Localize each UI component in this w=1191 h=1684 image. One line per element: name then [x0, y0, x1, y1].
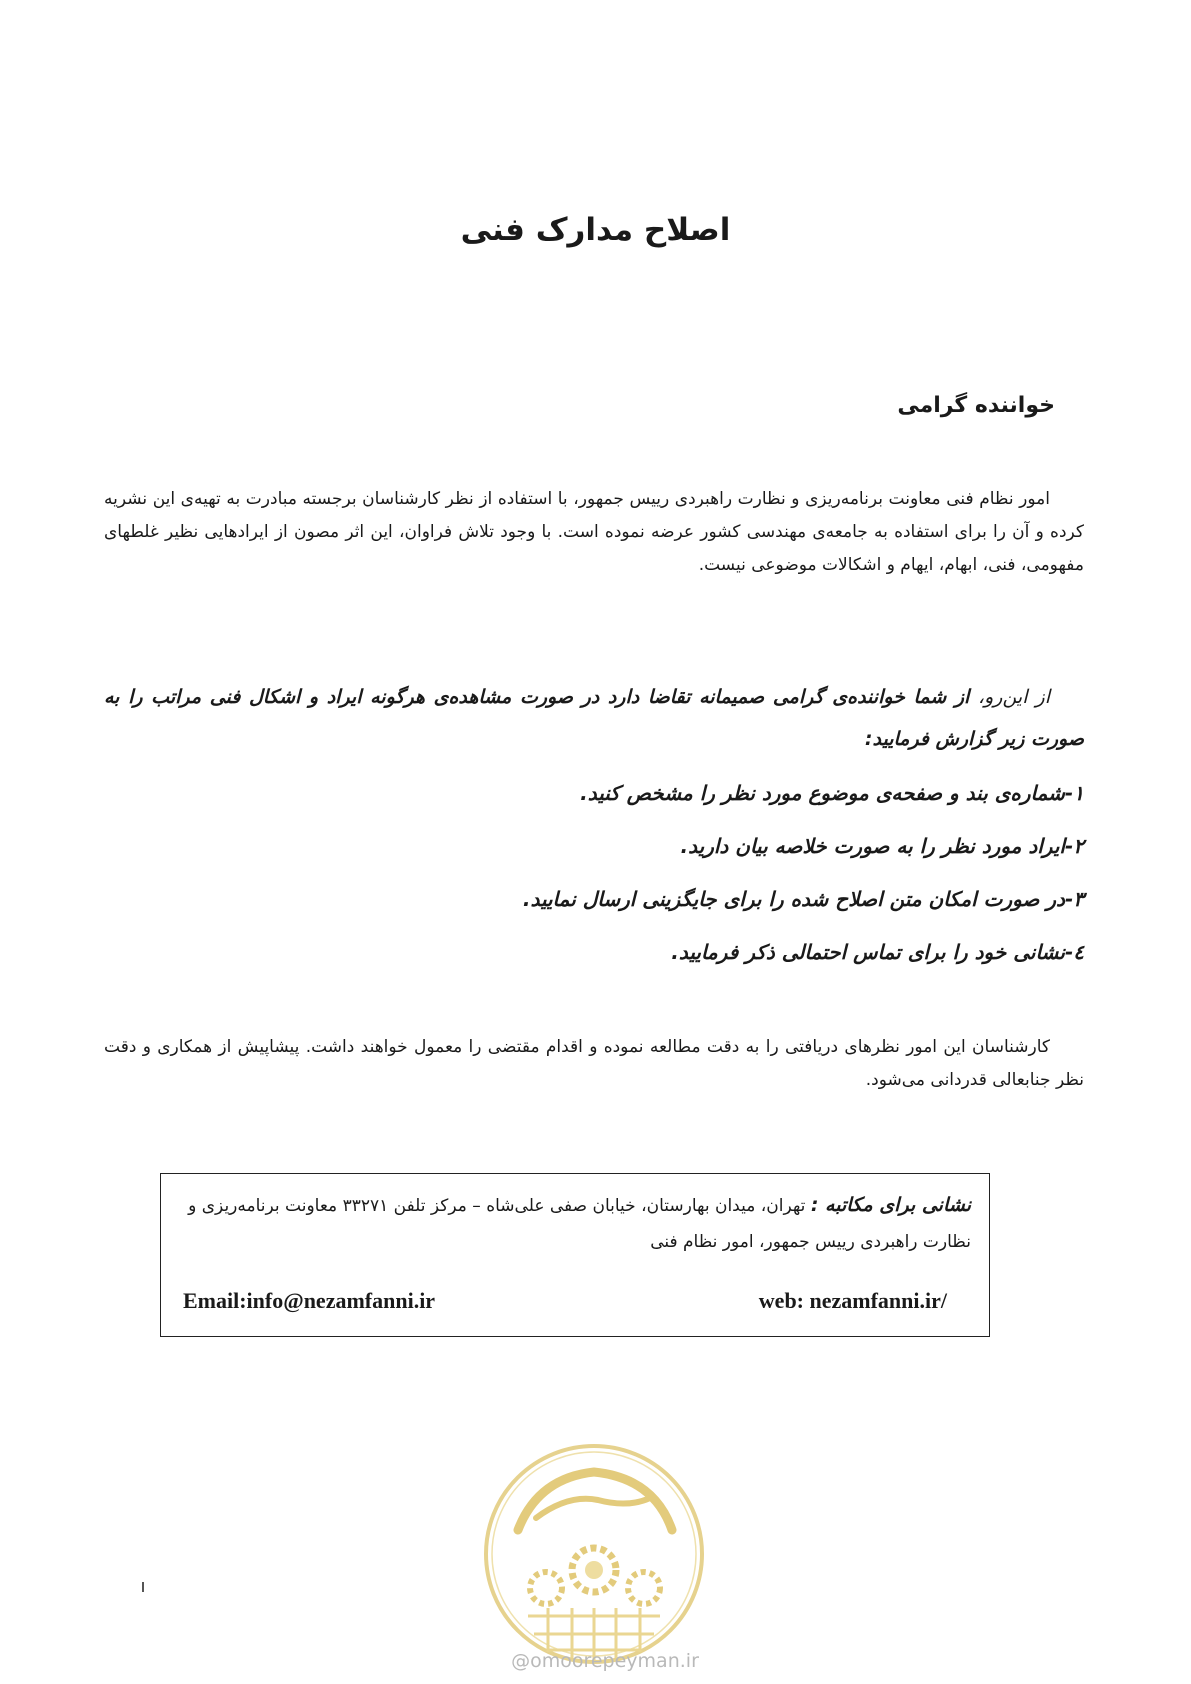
page-title: اصلاح مدارک فنی: [460, 212, 731, 248]
instruction-item: ۲-ایراد مورد نظر را به صورت خلاصه بیان دارید.: [680, 834, 1084, 858]
watermark-text: @omoorepeyman.ir: [511, 1650, 699, 1672]
instruction-item: ۳-در صورت امکان متن اصلاح شده را برای جایگزینی ارسال نمایید.: [522, 887, 1084, 911]
web-address: web: nezamfanni.ir/: [758, 1288, 947, 1313]
address-text: [181, 1186, 971, 1260]
instruction-item: ۱-شماره‌ی بند و صفحه‌ی موضوع مورد نظر را مشخص کنید.: [580, 781, 1084, 805]
email-address: Email:info@nezamfanni.ir: [183, 1288, 436, 1313]
request-text: از شما خواننده‌ی گرامی صمیمانه تقاضا دارد در صورت مشاهده‌ی هرگونه ایراد و اشکال فنی مراتب را به صورت زیر گزارش فرمایید:: [104, 686, 1084, 750]
salutation: خواننده گرامی: [897, 393, 1055, 418]
instruction-list: [104, 767, 1084, 979]
address-label: نشانی برای مکاتبه :: [810, 1194, 971, 1216]
instruction-item: ٤-نشانی خود را برای تماس احتمالی ذکر فرمایید.: [671, 940, 1084, 964]
seal-logo-icon: [478, 1438, 710, 1670]
closing-paragraph: کارشناسان این امور نظرهای دریافتی را به دقت مطالعه نموده و اقدام مقتضی را معمول خواهند داشت. پیشاپیش از همکاری و دقت نظر جنابعالی قدردانی می‌شود.: [104, 1037, 1084, 1091]
address-box: [160, 1173, 990, 1337]
request-lead: از این‌رو،: [977, 686, 1050, 708]
address-value: تهران، میدان بهارستان، خیابان صفی علی‌شاه – مرکز تلفن ۳۳۲۷۱ معاونت برنامه‌ریزی و نظارت راهبردی رییس جمهور، امور نظام فنی: [188, 1196, 971, 1252]
intro-paragraph: امور نظام فنی معاونت برنامه‌ریزی و نظارت راهبردی رییس جمهور، با استفاده از نظر کارشناسان برجسته مبادرت به تهیه‌ی این نشریه کرده و آن را برای استفاده به جامعه‌ی مهندسی کشور عرضه نموده است. با وجود تلاش فراوان، این اثر مصون از ایرادهایی نظیر غلطهای مفهومی، فنی، ابهام، ایهام و اشکالات موضوعی نیست.: [104, 489, 1084, 576]
page-edge-mark: [142, 1582, 144, 1592]
request-paragraph: [104, 677, 1084, 761]
